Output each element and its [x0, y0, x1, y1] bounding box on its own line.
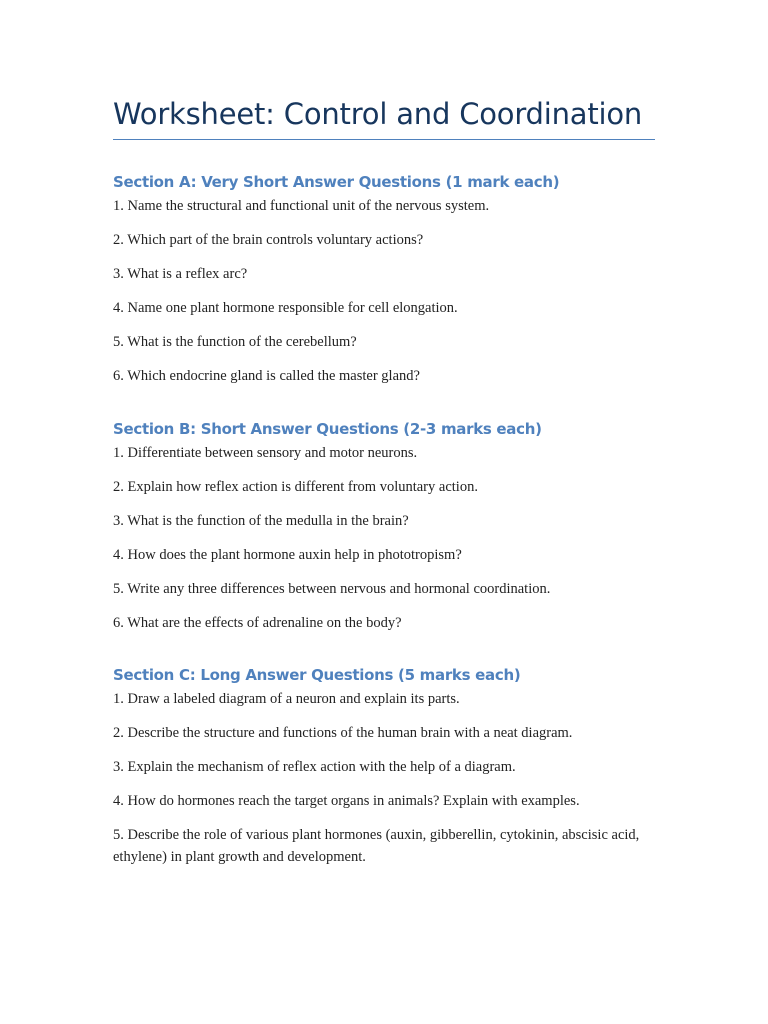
question-item: 4. How does the plant hormone auxin help in phototropism?	[113, 547, 462, 563]
section-b	[113, 418, 655, 634]
question-item: 5. Describe the role of various plant hormones (auxin, gibberellin, cytokinin, abscisic acid, ethylene) in plant growth and development.	[113, 827, 640, 865]
question-item: 3. Explain the mechanism of reflex action with the help of a diagram.	[113, 759, 516, 775]
question-item: 4. Name one plant hormone responsible for cell elongation.	[113, 300, 458, 316]
page-title: Worksheet: Control and Coordination	[113, 97, 643, 131]
section-a	[113, 171, 655, 387]
question-item: 1. Name the structural and functional unit of the nervous system.	[113, 198, 490, 214]
question-item: 6. What are the effects of adrenaline on the body?	[113, 615, 402, 631]
question-item: 3. What is a reflex arc?	[113, 266, 248, 282]
question-item: 6. Which endocrine gland is called the master gland?	[113, 368, 420, 384]
question-item: 4. How do hormones reach the target organs in animals? Explain with examples.	[113, 793, 580, 809]
title-underline	[113, 139, 655, 140]
question-item: 5. Write any three differences between nervous and hormonal coordination.	[113, 581, 551, 597]
question-item: 2. Describe the structure and functions of the human brain with a neat diagram.	[113, 725, 573, 741]
question-item: 2. Explain how reflex action is different from voluntary action.	[113, 479, 478, 495]
question-item: 5. What is the function of the cerebellum?	[113, 334, 357, 350]
section-heading: Section A: Very Short Answer Questions (1 mark each)	[113, 173, 560, 191]
question-item: 1. Differentiate between sensory and motor neurons.	[113, 445, 418, 461]
question-item: 1. Draw a labeled diagram of a neuron and explain its parts.	[113, 691, 460, 707]
section-heading: Section C: Long Answer Questions (5 marks each)	[113, 666, 521, 684]
section-heading: Section B: Short Answer Questions (2-3 marks each)	[113, 420, 542, 438]
section-c	[113, 664, 655, 868]
question-item: 3. What is the function of the medulla in the brain?	[113, 513, 409, 529]
question-item: 2. Which part of the brain controls voluntary actions?	[113, 232, 424, 248]
